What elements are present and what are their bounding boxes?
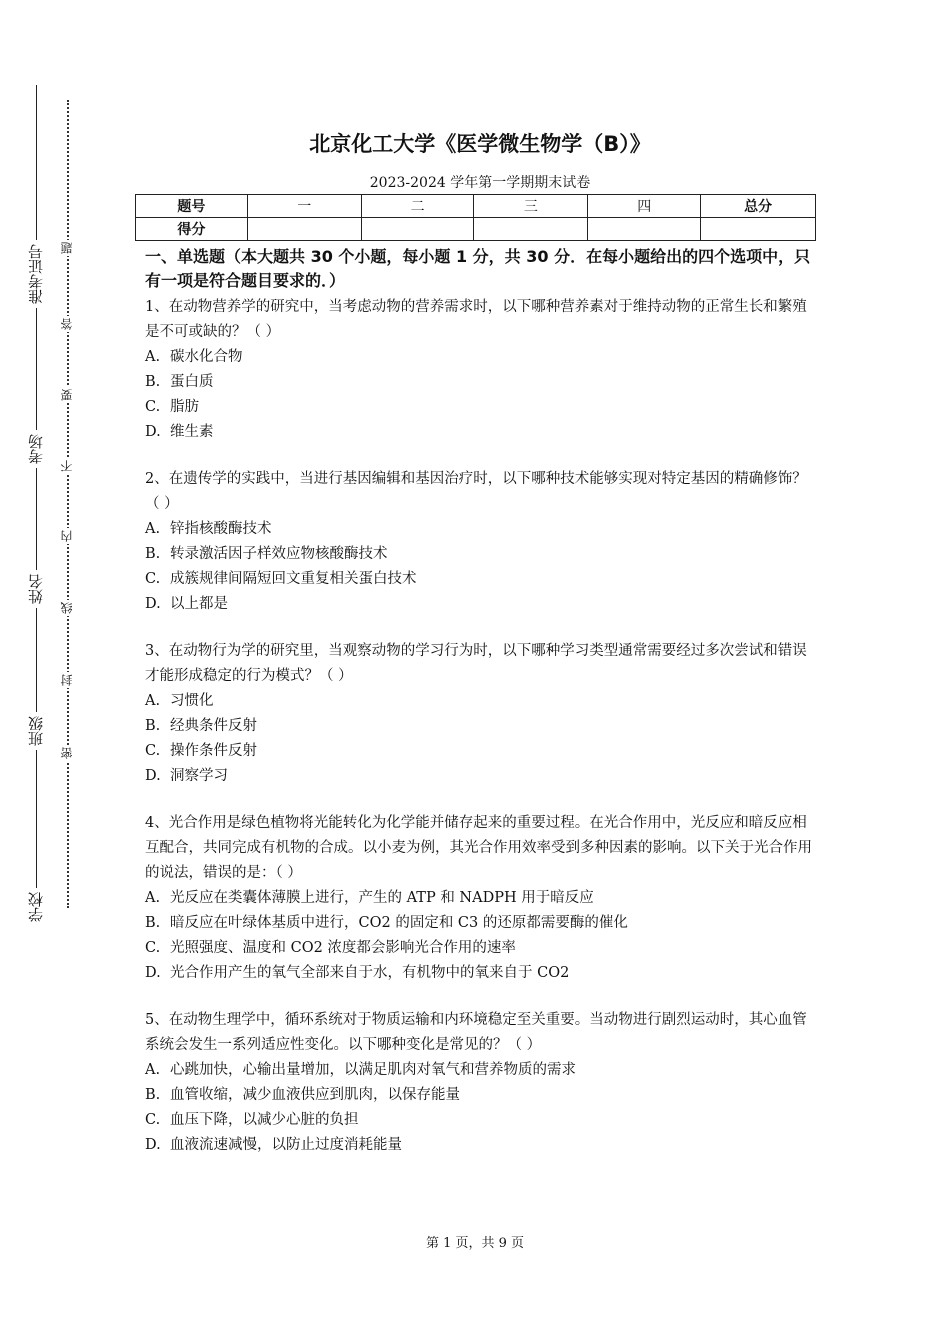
seal-char: 线 xyxy=(60,602,74,614)
score-header-cell: 总分 xyxy=(701,195,816,218)
question-item xyxy=(145,811,815,986)
question-stem: 2、在遗传学的实践中，当进行基因编辑和基因治疗时，以下哪种技术能够实现对特定基因的精确修饰？（ ） xyxy=(145,471,807,512)
score-table-header-row xyxy=(136,195,816,218)
option-b: B. 经典条件反射 xyxy=(145,718,257,734)
seal-char: 内 xyxy=(60,530,74,542)
binding-margin xyxy=(0,0,95,1344)
option-b: B. 转录激活因子样效应物核酸酶技术 xyxy=(145,546,388,562)
class-label: 班级 xyxy=(22,712,50,750)
option-a: A. 心跳加快，心输出量增加，以满足肌肉对氧气和营养物质的需求 xyxy=(145,1062,576,1078)
question-stem: 3、在动物行为学的研究里，当观察动物的学习行为时，以下哪种学习类型通常需要经过多次尝试和错误才能形成稳定的行为模式？（ ） xyxy=(145,643,807,684)
seal-char: 答 xyxy=(60,318,74,330)
seal-char: 不 xyxy=(60,460,74,472)
score-table-score-row xyxy=(136,218,816,241)
question-item xyxy=(145,639,815,789)
question-item xyxy=(145,1008,815,1158)
option-d: D. 血液流速减慢，以防止过度消耗能量 xyxy=(145,1137,402,1153)
exam-room-label: 考场 xyxy=(22,430,50,468)
option-d: D. 光合作用产生的氧气全部来自于水，有机物中的氧来自于 CO2 xyxy=(145,965,570,981)
option-a: A. 碳水化合物 xyxy=(145,349,243,365)
question-item xyxy=(145,467,815,617)
seal-dotted-line xyxy=(67,100,69,908)
section-heading: 一、单选题（本大题共 30 个小题，每小题 1 分，共 30 分．在每小题给出的四个选项中，只有一项是符合题目要求的．） xyxy=(145,247,811,290)
option-d: D. 维生素 xyxy=(145,424,214,440)
question-item xyxy=(145,295,815,445)
option-b: B. 蛋白质 xyxy=(145,374,214,390)
score-header-cell: 二 xyxy=(361,195,474,218)
option-c: C. 成簇规律间隔短回文重复相关蛋白技术 xyxy=(145,571,417,587)
question-list xyxy=(145,295,815,1180)
page-number: 第 1 页，共 9 页 xyxy=(425,1236,525,1251)
score-row-label: 得分 xyxy=(136,218,248,241)
score-cell xyxy=(474,218,588,241)
option-d: D. 以上都是 xyxy=(145,596,228,612)
score-cell xyxy=(588,218,701,241)
score-header-cell: 一 xyxy=(247,195,361,218)
score-header-cell: 三 xyxy=(474,195,588,218)
school-label: 学校 xyxy=(22,888,50,926)
score-table xyxy=(135,194,816,241)
score-cell xyxy=(361,218,474,241)
option-b: B. 暗反应在叶绿体基质中进行，CO2 的固定和 C3 的还原都需要酶的催化 xyxy=(145,915,628,931)
question-stem: 5、在动物生理学中，循环系统对于物质运输和内环境稳定至关重要。当动物进行剧烈运动时，其心血管系统会发生一系列适应性变化。以下哪种变化是常见的？（ ） xyxy=(145,1012,807,1053)
seal-char: 题 xyxy=(60,242,74,254)
option-a: A. 习惯化 xyxy=(145,693,214,709)
score-cell xyxy=(701,218,816,241)
option-a: A. 光反应在类囊体薄膜上进行，产生的 ATP 和 NADPH 用于暗反应 xyxy=(145,890,594,906)
exam-subtitle: 2023-2024 学年第一学期期末试卷 xyxy=(369,175,591,191)
option-c: C. 光照强度、温度和 CO2 浓度都会影响光合作用的速率 xyxy=(145,940,516,956)
question-stem: 4、光合作用是绿色植物将光能转化为化学能并储存起来的重要过程。在光合作用中，光反应和暗反应相互配合，共同完成有机物的合成。以小麦为例，其光合作用效率受到多种因素的影响。以下关于光合作用的说法，错误的是：（ ） xyxy=(145,815,812,881)
name-label: 姓名 xyxy=(22,570,50,608)
option-d: D. 洞察学习 xyxy=(145,768,228,784)
seal-char: 密 xyxy=(60,747,74,759)
exam-title: 北京化工大学《医学微生物学（B）》 xyxy=(309,132,651,156)
question-stem: 1、在动物营养学的研究中，当考虑动物的营养需求时，以下哪种营养素对于维持动物的正常生长和繁殖是不可或缺的？（ ） xyxy=(145,299,807,340)
option-a: A. 锌指核酸酶技术 xyxy=(145,521,272,537)
score-cell xyxy=(247,218,361,241)
score-header-cell: 题号 xyxy=(136,195,248,218)
seal-char: 要 xyxy=(60,389,74,401)
exam-number-label: 准考证号 xyxy=(22,240,50,308)
option-c: C. 操作条件反射 xyxy=(145,743,257,759)
score-header-cell: 四 xyxy=(588,195,701,218)
option-b: B. 血管收缩，减少血液供应到肌肉，以保存能量 xyxy=(145,1087,460,1103)
option-c: C. 脂肪 xyxy=(145,399,199,415)
option-c: C. 血压下降，以减少心脏的负担 xyxy=(145,1112,359,1128)
binding-solid-line xyxy=(36,85,37,925)
seal-char: 封 xyxy=(60,674,74,686)
